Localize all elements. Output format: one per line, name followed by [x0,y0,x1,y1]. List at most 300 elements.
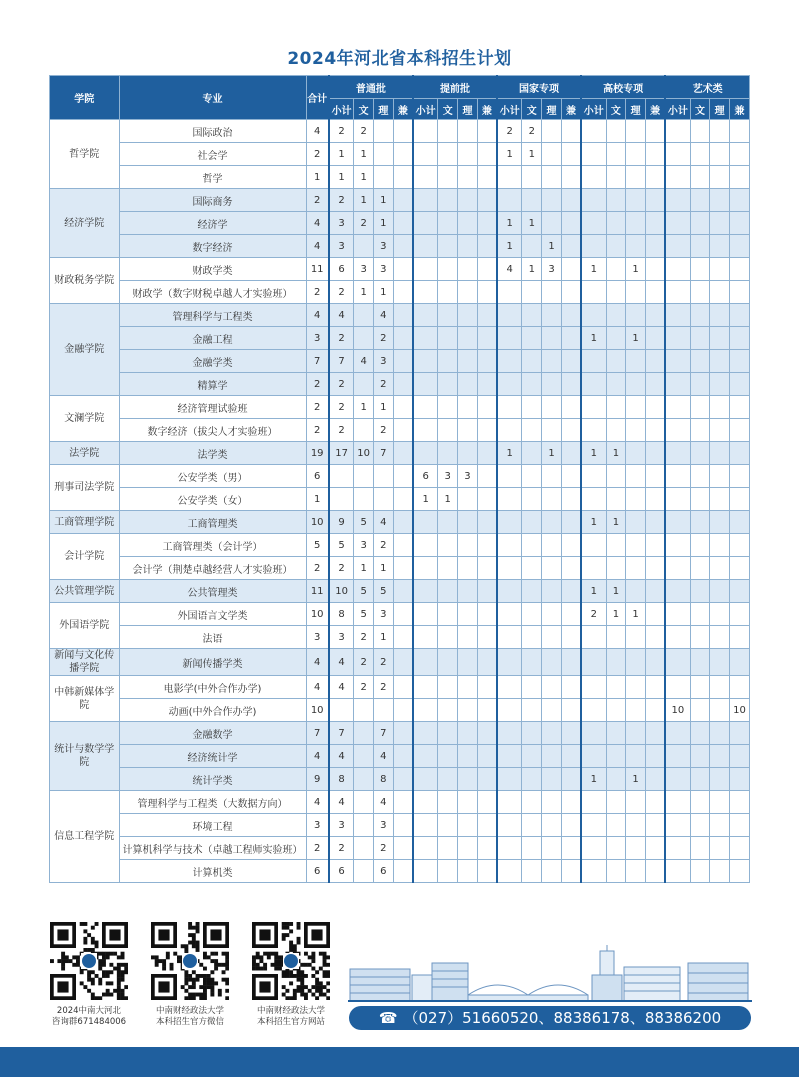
quota-cell [522,465,542,488]
quota-cell [690,649,710,676]
quota-cell [665,189,690,212]
quota-cell [458,699,478,722]
table-row [50,603,750,626]
table-row [50,120,750,143]
quota-cell [645,603,665,626]
quota-cell [561,419,581,442]
quota-cell [626,143,646,166]
quota-cell [477,603,497,626]
quota-cell [413,768,438,791]
quota-cell: 1 [497,212,522,235]
quota-cell: 1 [606,442,626,465]
quota-cell [542,603,562,626]
quota-cell [606,745,626,768]
footer-band [0,1047,799,1077]
quota-cell: 7 [329,722,354,745]
quota-cell [477,419,497,442]
quota-cell [458,143,478,166]
quota-cell [561,488,581,511]
quota-cell [374,699,394,722]
quota-cell [413,120,438,143]
quota-cell [393,603,413,626]
table-row [50,676,750,699]
quota-cell: 2 [329,281,354,304]
quota-cell [497,281,522,304]
quota-cell: 4 [329,649,354,676]
quota-cell [730,189,750,212]
quota-cell: 6 [413,465,438,488]
quota-cell [606,649,626,676]
quota-cell [710,465,730,488]
quota-cell [730,837,750,860]
table-row [50,534,750,557]
quota-cell: 2 [374,649,394,676]
quota-cell [542,649,562,676]
quota-cell [561,212,581,235]
header-sub: 小计 [413,99,438,120]
quota-cell [542,120,562,143]
quota-cell [561,860,581,883]
quota-cell [497,373,522,396]
quota-cell: 2 [354,676,374,699]
header-group: 高校专项 [581,76,665,99]
major-name: 公安学类（女） [119,488,306,511]
quota-cell [581,235,606,258]
major-name: 新闻传播学类 [119,649,306,676]
phone-numbers: （027）51660520、88386178、88386200 [403,1009,722,1027]
quota-cell [413,534,438,557]
quota-cell [730,722,750,745]
quota-cell [438,189,458,212]
quota-cell [690,327,710,350]
qr-code-wechat[interactable] [151,922,229,1000]
major-name: 工商管理类（会计学） [119,534,306,557]
quota-cell [413,649,438,676]
header-sub: 小计 [329,99,354,120]
quota-cell [710,189,730,212]
quota-cell [522,350,542,373]
quota-cell [522,557,542,580]
quota-cell [477,699,497,722]
quota-cell: 1 [606,580,626,603]
quota-cell [497,511,522,534]
quota-cell [522,419,542,442]
quota-cell [393,304,413,327]
quota-cell [497,166,522,189]
quota-cell: 3 [329,235,354,258]
table-row [50,649,750,676]
quota-cell [413,327,438,350]
quota-cell: 1 [581,442,606,465]
major-name: 统计学类 [119,768,306,791]
quota-cell [497,557,522,580]
qr-code-group[interactable] [50,922,128,1000]
table-row [50,327,750,350]
major-name: 财政学（数字财税卓越人才实验班） [119,281,306,304]
quota-cell [393,814,413,837]
college-name: 工商管理学院 [50,511,120,534]
header-sub: 理 [626,99,646,120]
quota-cell [458,120,478,143]
total-cell: 1 [306,488,329,511]
quota-cell [581,373,606,396]
quota-cell [626,442,646,465]
quota-cell [522,442,542,465]
quota-cell [438,791,458,814]
quota-cell [542,327,562,350]
quota-cell [710,837,730,860]
quota-cell [710,649,730,676]
quota-cell [730,235,750,258]
quota-cell: 4 [329,676,354,699]
quota-cell [497,465,522,488]
quota-cell [522,281,542,304]
major-name: 法语 [119,626,306,649]
quota-cell [542,626,562,649]
quota-cell [665,465,690,488]
quota-cell [561,281,581,304]
college-name: 法学院 [50,442,120,465]
quota-cell [626,722,646,745]
quota-cell: 1 [497,442,522,465]
quota-cell [522,304,542,327]
quota-cell: 7 [374,442,394,465]
quota-cell [458,166,478,189]
quota-cell [561,396,581,419]
quota-cell [354,814,374,837]
total-cell: 4 [306,120,329,143]
table-row [50,235,750,258]
table-row [50,281,750,304]
quota-cell [542,676,562,699]
quota-cell [438,603,458,626]
quota-cell [665,860,690,883]
college-name: 金融学院 [50,304,120,396]
quota-cell [354,327,374,350]
table-row [50,699,750,722]
quota-cell [606,281,626,304]
major-name: 社会学 [119,143,306,166]
quota-cell [690,534,710,557]
quota-cell: 10 [730,699,750,722]
quota-cell: 1 [626,603,646,626]
total-cell: 7 [306,350,329,373]
quota-cell [730,442,750,465]
quota-cell: 1 [626,768,646,791]
quota-cell [354,304,374,327]
quota-cell: 10 [329,580,354,603]
quota-cell [645,396,665,419]
quota-cell [477,281,497,304]
quota-cell [522,603,542,626]
quota-cell [477,465,497,488]
quota-cell [413,143,438,166]
quota-cell [730,745,750,768]
quota-cell [710,281,730,304]
quota-cell [581,649,606,676]
quota-cell: 4 [329,304,354,327]
table-row [50,350,750,373]
quota-cell [645,649,665,676]
quota-cell: 1 [374,557,394,580]
quota-cell [354,768,374,791]
quota-cell [690,373,710,396]
quota-cell [561,626,581,649]
quota-cell [710,143,730,166]
quota-cell [626,189,646,212]
quota-cell [581,166,606,189]
quota-cell [730,534,750,557]
quota-cell [522,699,542,722]
quota-cell [645,212,665,235]
quota-cell [522,791,542,814]
quota-cell [393,258,413,281]
total-cell: 3 [306,626,329,649]
quota-cell: 1 [542,442,562,465]
quota-cell [690,557,710,580]
quota-cell [606,837,626,860]
quota-cell [354,465,374,488]
quota-cell [665,626,690,649]
quota-cell [458,722,478,745]
major-name: 计算机类 [119,860,306,883]
quota-cell [413,235,438,258]
quota-cell [438,745,458,768]
quota-cell: 1 [522,258,542,281]
quota-cell [730,626,750,649]
quota-cell [690,396,710,419]
quota-cell [477,745,497,768]
quota-cell [497,534,522,557]
table-row [50,258,750,281]
quota-cell: 2 [497,120,522,143]
quota-cell [458,327,478,350]
quota-cell [606,189,626,212]
quota-cell: 3 [329,626,354,649]
quota-cell [393,676,413,699]
quota-cell [393,373,413,396]
quota-cell: 5 [374,580,394,603]
quota-cell [710,557,730,580]
quota-cell [477,534,497,557]
major-name: 电影学(中外合作办学) [119,676,306,699]
quota-cell [393,442,413,465]
quota-cell [522,327,542,350]
quota-cell [710,488,730,511]
quota-cell [458,350,478,373]
quota-cell: 3 [374,814,394,837]
quota-cell: 1 [374,626,394,649]
quota-cell: 2 [329,327,354,350]
quota-cell [438,626,458,649]
quota-cell [710,699,730,722]
header-sub: 理 [374,99,394,120]
quota-cell [645,557,665,580]
quota-cell [626,212,646,235]
quota-cell [606,626,626,649]
total-cell: 2 [306,373,329,396]
qr-code-website[interactable] [252,922,330,1000]
quota-cell [710,166,730,189]
quota-cell [438,258,458,281]
quota-cell [561,258,581,281]
quota-cell [413,557,438,580]
quota-cell [542,791,562,814]
quota-cell [710,511,730,534]
table-row [50,143,750,166]
quota-cell [477,814,497,837]
quota-cell [730,557,750,580]
quota-cell: 1 [374,212,394,235]
total-cell: 2 [306,143,329,166]
quota-cell [690,745,710,768]
quota-cell [665,557,690,580]
quota-cell [710,212,730,235]
quota-cell [645,143,665,166]
quota-cell: 4 [374,304,394,327]
quota-cell [665,350,690,373]
quota-cell [730,791,750,814]
quota-cell [542,745,562,768]
enrollment-plan-table [49,75,750,883]
quota-cell [690,465,710,488]
total-cell: 1 [306,166,329,189]
quota-cell: 1 [626,258,646,281]
quota-cell [561,120,581,143]
quota-cell [542,212,562,235]
quota-cell [477,143,497,166]
qr-caption-website: 中南财经政法大学 本科招生官方网站 [256,1006,325,1027]
quota-cell [645,580,665,603]
quota-cell [477,235,497,258]
quota-cell: 3 [458,465,478,488]
quota-cell: 3 [374,350,394,373]
quota-cell [522,488,542,511]
quota-cell [477,120,497,143]
quota-cell [438,143,458,166]
quota-cell [413,699,438,722]
quota-cell [522,396,542,419]
quota-cell [354,419,374,442]
college-name: 会计学院 [50,534,120,580]
quota-cell [458,235,478,258]
quota-cell: 1 [354,143,374,166]
quota-cell: 3 [374,235,394,258]
total-cell: 4 [306,676,329,699]
quota-cell [645,676,665,699]
quota-cell [645,699,665,722]
quota-cell [497,860,522,883]
quota-cell [665,676,690,699]
header-sub: 小计 [581,99,606,120]
total-cell: 4 [306,235,329,258]
quota-cell [690,212,710,235]
quota-cell [393,419,413,442]
quota-cell [497,488,522,511]
quota-cell [710,258,730,281]
quota-cell [413,603,438,626]
quota-cell [413,396,438,419]
quota-cell: 2 [354,120,374,143]
quota-cell [561,189,581,212]
quota-cell [690,166,710,189]
quota-cell [606,396,626,419]
quota-cell [690,580,710,603]
quota-cell [329,488,354,511]
quota-cell [665,649,690,676]
quota-cell [413,189,438,212]
quota-cell [458,511,478,534]
quota-cell [581,212,606,235]
table-row [50,396,750,419]
quota-cell [645,442,665,465]
contact-phone-bar [349,1006,751,1030]
quota-cell [626,120,646,143]
quota-cell: 3 [374,603,394,626]
quota-cell [645,281,665,304]
quota-cell: 2 [374,419,394,442]
quota-cell [393,557,413,580]
quota-cell [606,722,626,745]
quota-cell [458,304,478,327]
quota-cell: 2 [374,373,394,396]
quota-cell [438,327,458,350]
quota-cell [497,304,522,327]
quota-cell [458,534,478,557]
quota-cell [561,373,581,396]
quota-cell [393,722,413,745]
major-name: 环境工程 [119,814,306,837]
quota-cell [561,676,581,699]
quota-cell [438,120,458,143]
quota-cell [477,442,497,465]
quota-cell [690,603,710,626]
quota-cell [710,745,730,768]
quota-cell [561,511,581,534]
quota-cell [730,465,750,488]
quota-cell [458,814,478,837]
quota-cell: 1 [329,143,354,166]
quota-cell [606,814,626,837]
quota-cell [477,327,497,350]
quota-cell [374,120,394,143]
quota-cell [522,166,542,189]
quota-cell: 4 [329,791,354,814]
quota-cell [393,189,413,212]
quota-cell [542,699,562,722]
quota-cell [710,350,730,373]
table-row [50,626,750,649]
quota-cell [665,258,690,281]
quota-cell [393,350,413,373]
quota-cell [665,837,690,860]
quota-cell [730,511,750,534]
quota-cell [710,419,730,442]
quota-cell [690,676,710,699]
quota-cell [710,120,730,143]
quota-cell: 5 [354,511,374,534]
quota-cell [561,603,581,626]
quota-cell: 7 [329,350,354,373]
header-sub: 文 [606,99,626,120]
quota-cell [393,649,413,676]
quota-cell [413,166,438,189]
major-name: 哲学 [119,166,306,189]
quota-cell [626,304,646,327]
quota-cell [645,373,665,396]
quota-cell [626,626,646,649]
quota-cell [561,442,581,465]
